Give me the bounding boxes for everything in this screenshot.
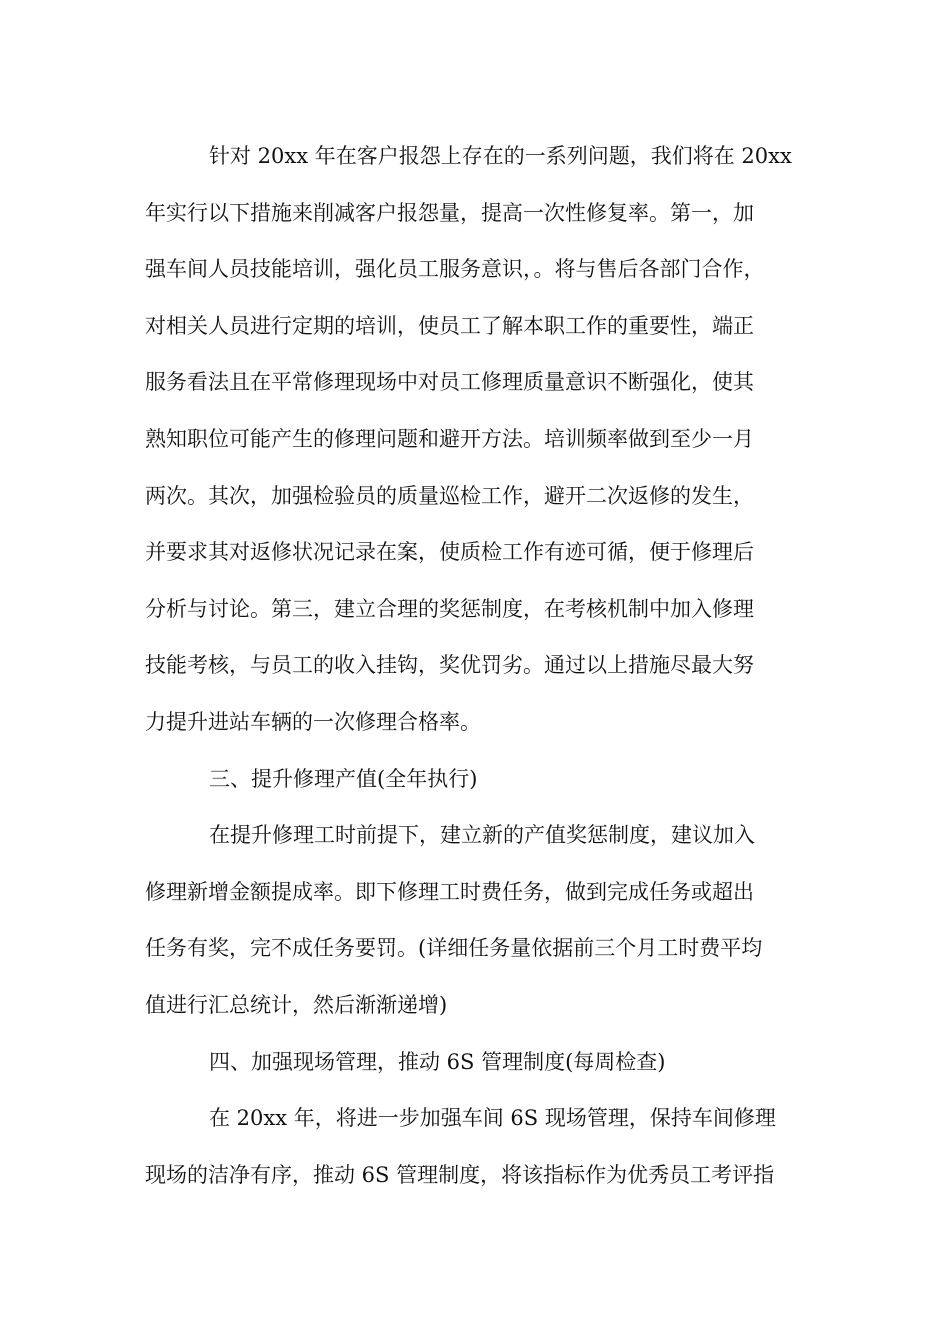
paragraph-1-line: 力提升进站车辆的一次修理合格率。	[145, 709, 481, 734]
paragraph-2-line: 任务有奖，完不成任务要罚。(详细任务量依据前三个月工时费平均	[145, 936, 763, 961]
paragraph-3-line: 现场的洁净有序，推动 6S 管理制度，将该指标作为优秀员工考评指	[145, 1162, 775, 1187]
paragraph-3-line: 在 20xx 年，将进一步加强车间 6S 现场管理，保持车间修理	[209, 1106, 776, 1131]
paragraph-1-line: 年实行以下措施来削减客户报怨量，提高一次性修复率。第一，加	[145, 200, 754, 225]
section-heading-3: 三、提升修理产值(全年执行)	[209, 766, 478, 791]
paragraph-1-line: 针对 20xx 年在客户报怨上存在的一系列问题，我们将在 20xx	[209, 144, 792, 168]
paragraph-1-line: 对相关人员进行定期的培训，使员工了解本职工作的重要性，端正	[145, 313, 754, 338]
paragraph-1-line: 熟知职位可能产生的修理问题和避开方法。培训频率做到至少一月	[145, 426, 754, 451]
paragraph-2-line: 值进行汇总统计，然后渐渐递增)	[145, 992, 448, 1017]
paragraph-2-line: 在提升修理工时前提下，建立新的产值奖惩制度，建议加入	[209, 823, 755, 848]
paragraph-1-line: 强车间人员技能培训，强化员工服务意识，。将与售后各部门合作，	[145, 257, 765, 282]
section-heading-4: 四、加强现场管理，推动 6S 管理制度(每周检查)	[209, 1049, 666, 1074]
paragraph-1-line: 分析与讨论。第三，建立合理的奖惩制度，在考核机制中加入修理	[145, 596, 754, 621]
paragraph-1-line: 并要求其对返修状况记录在案，使质检工作有迹可循，便于修理后	[145, 540, 754, 565]
paragraph-1-line: 两次。其次，加强检验员的质量巡检工作，避开二次返修的发生，	[145, 483, 754, 508]
paragraph-1-line: 服务看法且在平常修理现场中对员工修理质量意识不断强化，使其	[145, 370, 754, 395]
paragraph-2-line: 修理新增金额提成率。即下修理工时费任务，做到完成任务或超出	[145, 879, 754, 904]
document-body	[145, 128, 825, 1203]
paragraph-1-line: 技能考核，与员工的收入挂钩，奖优罚劣。通过以上措施尽最大努	[145, 653, 754, 678]
